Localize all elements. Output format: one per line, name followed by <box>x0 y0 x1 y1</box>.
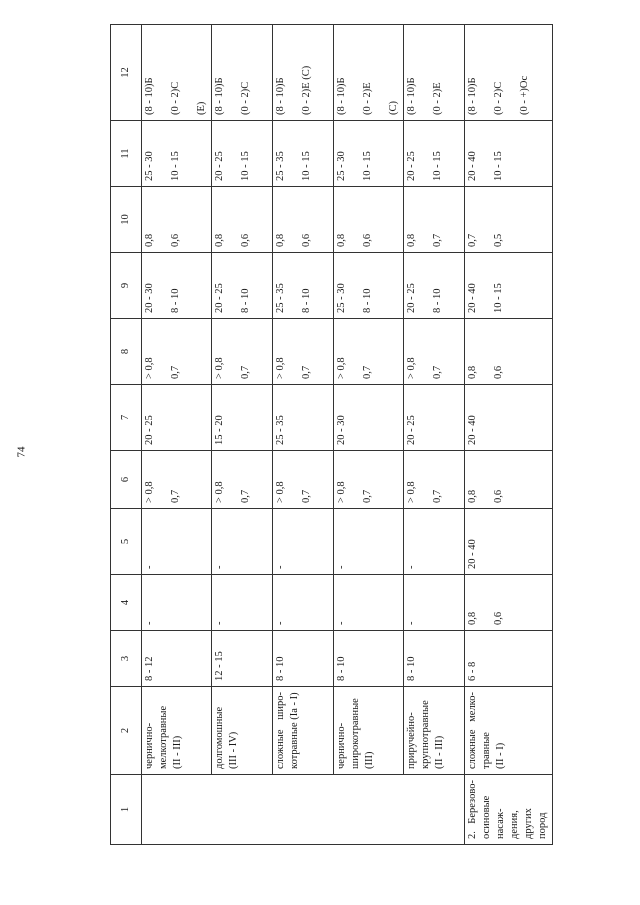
cell-line: (0 - 2)Е <box>362 82 373 115</box>
cell-line: травные <box>481 732 492 769</box>
cell-c9 <box>212 253 273 319</box>
cell-c2 <box>142 687 212 775</box>
cell-c12 <box>212 25 273 121</box>
cell-line: 0,7 <box>240 489 251 503</box>
cell-c12 <box>334 25 404 121</box>
cell-c8 <box>334 319 404 385</box>
cell-line: 0,6 <box>362 233 373 247</box>
rotated-table-container <box>110 25 548 845</box>
cell-c5 <box>212 509 273 575</box>
cell-line: 0,8 <box>467 365 478 379</box>
cell-c10 <box>465 187 553 253</box>
cell-line: 0,8 <box>144 233 155 247</box>
cell-line: чернично- <box>336 722 347 769</box>
cell-line: сложные широ- <box>275 692 286 769</box>
cell-line: чернично- <box>144 722 155 769</box>
cell-c10 <box>212 187 273 253</box>
cell-line: 25 - 30 <box>336 151 347 181</box>
cell-line: 0,7 <box>301 365 312 379</box>
cell-line: - <box>275 621 286 625</box>
table-row <box>404 25 465 845</box>
cell-line: 0,7 <box>362 365 373 379</box>
cell-c10 <box>334 187 404 253</box>
cell-line: 20 - 25 <box>214 151 225 181</box>
cell-line: (0 - 2)Е (С) <box>301 65 312 115</box>
cell-line: широкотравные <box>350 698 361 769</box>
cell-c11 <box>212 121 273 187</box>
cell-c4 <box>465 575 553 631</box>
cell-line: 0,5 <box>493 233 504 247</box>
cell-line: (0 - 2)С <box>240 81 251 115</box>
cell-line: 20 - 25 <box>406 283 417 313</box>
cell-line: > 0,8 <box>336 481 347 503</box>
cell-line: 20 - 25 <box>144 415 155 445</box>
cell-line: 8 - 10 <box>336 656 347 681</box>
cell-line: (0 - +)Ос <box>519 75 530 115</box>
column-header: 12 <box>111 25 142 121</box>
cell-line: - <box>144 565 155 569</box>
cell-line: 25 - 30 <box>336 283 347 313</box>
cell-line: 0,8 <box>406 233 417 247</box>
cell-c5 <box>273 509 334 575</box>
cell-c8 <box>404 319 465 385</box>
column-header: 2 <box>111 687 142 775</box>
cell-line: 15 - 20 <box>214 415 225 445</box>
cell-line: сложные мелко- <box>467 692 478 769</box>
cell-c2 <box>273 687 334 775</box>
cell-c9 <box>465 253 553 319</box>
cell-line: (II - III) <box>172 735 183 769</box>
column-header: 1 <box>111 775 142 845</box>
cell-c7 <box>465 385 553 451</box>
cell-line: 8 - 10 <box>432 288 443 313</box>
cell-c5 <box>465 509 553 575</box>
cell-c4 <box>212 575 273 631</box>
cell-c2 <box>334 687 404 775</box>
cell-c3 <box>142 631 212 687</box>
cell-line: 10 - 15 <box>240 151 251 181</box>
cell-line: 0,8 <box>214 233 225 247</box>
cell-line: 20 - 40 <box>467 151 478 181</box>
cell-line: 25 - 30 <box>144 151 155 181</box>
cell-line: 0,7 <box>240 365 251 379</box>
cell-line: 8 - 10 <box>362 288 373 313</box>
cell-c4 <box>142 575 212 631</box>
cell-line: (II - III) <box>434 735 445 769</box>
cell-c10 <box>273 187 334 253</box>
cell-c6 <box>334 451 404 509</box>
cell-line: 0,7 <box>432 233 443 247</box>
cell-line: (III - IV) <box>228 731 239 769</box>
cell-c4 <box>273 575 334 631</box>
cell-line: 25 - 35 <box>275 283 286 313</box>
cell-text: 2. Березово-осиновые насаж-дения, других пород <box>467 780 548 839</box>
cell-c3 <box>404 631 465 687</box>
cell-line: 0,8 <box>275 233 286 247</box>
cell-line: 0,7 <box>467 233 478 247</box>
cell-c9 <box>334 253 404 319</box>
cell-line: крупнотравные <box>420 700 431 769</box>
cell-c6 <box>273 451 334 509</box>
cell-line: 0,7 <box>432 365 443 379</box>
cell-c8 <box>465 319 553 385</box>
cell-c10 <box>142 187 212 253</box>
column-header: 11 <box>111 121 142 187</box>
cell-line: (0 - 2)Е <box>432 82 443 115</box>
cell-c11 <box>273 121 334 187</box>
cell-line: - <box>336 565 347 569</box>
cell-c6 <box>465 451 553 509</box>
cell-c12 <box>273 25 334 121</box>
page-number: 74 <box>15 446 28 458</box>
cell-c6 <box>142 451 212 509</box>
cell-line: 20 - 30 <box>336 415 347 445</box>
cell-line: 8 - 12 <box>144 656 155 681</box>
cell-c6 <box>404 451 465 509</box>
cell-c11 <box>404 121 465 187</box>
cell-line: - <box>406 565 417 569</box>
cell-line: (0 - 2)С <box>170 81 181 115</box>
cell-c5 <box>404 509 465 575</box>
table-row <box>142 25 212 845</box>
cell-line: 8 - 10 <box>240 288 251 313</box>
cell-line: - <box>214 621 225 625</box>
cell-line: 20 - 25 <box>214 283 225 313</box>
cell-line: 10 - 15 <box>493 283 504 313</box>
cell-line: (8 - 10)Б <box>406 77 417 115</box>
cell-line: 10 - 15 <box>301 151 312 181</box>
cell-line: > 0,8 <box>406 481 417 503</box>
cell-line: 20 - 25 <box>406 151 417 181</box>
table-row <box>212 25 273 845</box>
cell-line: > 0,8 <box>144 481 155 503</box>
cell-c10 <box>404 187 465 253</box>
column-header: 9 <box>111 253 142 319</box>
cell-line: - <box>406 621 417 625</box>
cell-c7 <box>404 385 465 451</box>
cell-c2 <box>404 687 465 775</box>
cell-c1 <box>465 775 553 845</box>
column-header: 3 <box>111 631 142 687</box>
cell-line: (8 - 10)Б <box>275 77 286 115</box>
cell-line: - <box>144 621 155 625</box>
cell-c7 <box>142 385 212 451</box>
cell-c8 <box>273 319 334 385</box>
cell-line: 6 - 8 <box>467 661 478 681</box>
cell-line: 25 - 35 <box>275 415 286 445</box>
cell-line: 10 - 15 <box>170 151 181 181</box>
column-header: 6 <box>111 451 142 509</box>
cell-c12 <box>465 25 553 121</box>
cell-line: 10 - 15 <box>362 151 373 181</box>
cell-line: 0,7 <box>362 489 373 503</box>
cell-line: 20 - 25 <box>406 415 417 445</box>
cell-line: 8 - 10 <box>170 288 181 313</box>
cell-line: 0,6 <box>493 365 504 379</box>
cell-line: (III) <box>364 751 375 769</box>
column-header: 8 <box>111 319 142 385</box>
cell-line: 0,6 <box>493 489 504 503</box>
cell-line: (8 - 10)Б <box>336 77 347 115</box>
cell-c4 <box>404 575 465 631</box>
cell-line: мелкотравные <box>158 705 169 769</box>
cell-line: > 0,8 <box>214 481 225 503</box>
column-header: 10 <box>111 187 142 253</box>
cell-line: 20 - 40 <box>467 283 478 313</box>
cell-line: > 0,8 <box>144 357 155 379</box>
cell-c2 <box>465 687 553 775</box>
cell-line: 10 - 15 <box>432 151 443 181</box>
cell-line: 0,8 <box>336 233 347 247</box>
cell-c5 <box>334 509 404 575</box>
cell-line: 8 - 10 <box>406 656 417 681</box>
column-header: 4 <box>111 575 142 631</box>
cell-line: (8 - 10)Б <box>467 77 478 115</box>
header-row <box>111 25 142 845</box>
column-header: 7 <box>111 385 142 451</box>
cell-line: 25 - 35 <box>275 151 286 181</box>
table-row <box>465 25 553 845</box>
cell-line: приручейно- <box>406 712 417 769</box>
cell-c9 <box>404 253 465 319</box>
cell-c2 <box>212 687 273 775</box>
cell-line: 20 - 40 <box>467 415 478 445</box>
table-row <box>334 25 404 845</box>
cell-line: 20 - 30 <box>144 283 155 313</box>
cell-line: (II - I) <box>495 742 506 769</box>
cell-line: 0,6 <box>493 611 504 625</box>
cell-c7 <box>273 385 334 451</box>
cell-line: 0,6 <box>240 233 251 247</box>
cell-line: (С) <box>388 101 399 115</box>
cell-c8 <box>142 319 212 385</box>
cell-line: 0,7 <box>170 489 181 503</box>
cell-c9 <box>142 253 212 319</box>
cell-line: 0,7 <box>170 365 181 379</box>
cell-line: 0,6 <box>301 233 312 247</box>
cell-c3 <box>273 631 334 687</box>
cell-c11 <box>334 121 404 187</box>
cell-line: (Е) <box>196 101 207 115</box>
cell-line: долгомошные <box>214 706 225 769</box>
cell-line: - <box>214 565 225 569</box>
cell-c11 <box>465 121 553 187</box>
cell-line: 12 - 15 <box>214 651 225 681</box>
table-row <box>273 25 334 845</box>
cell-line: 0,8 <box>467 489 478 503</box>
cell-line: (8 - 10)Б <box>214 77 225 115</box>
cell-line: 8 - 10 <box>275 656 286 681</box>
forest-table <box>110 24 553 845</box>
cell-c8 <box>212 319 273 385</box>
cell-c3 <box>465 631 553 687</box>
cell-line: > 0,8 <box>336 357 347 379</box>
cell-line: 10 - 15 <box>493 151 504 181</box>
cell-c7 <box>334 385 404 451</box>
cell-line: 8 - 10 <box>301 288 312 313</box>
cell-c3 <box>212 631 273 687</box>
cell-line: > 0,8 <box>275 481 286 503</box>
cell-c12 <box>404 25 465 121</box>
cell-c5 <box>142 509 212 575</box>
cell-line: котравные (Iа - I) <box>289 692 300 769</box>
cell-line: 0,8 <box>467 611 478 625</box>
cell-line: 0,7 <box>432 489 443 503</box>
table-body <box>111 25 553 845</box>
cell-c12 <box>142 25 212 121</box>
cell-c11 <box>142 121 212 187</box>
cell-c3 <box>334 631 404 687</box>
cell-c9 <box>273 253 334 319</box>
cell-line: 0,7 <box>301 489 312 503</box>
cell-c7 <box>212 385 273 451</box>
cell-line: > 0,8 <box>406 357 417 379</box>
cell-line: - <box>336 621 347 625</box>
cell-line: (0 - 2)С <box>493 81 504 115</box>
cell-c6 <box>212 451 273 509</box>
cell-c4 <box>334 575 404 631</box>
cell-line: 20 - 40 <box>467 539 478 569</box>
cell-line: > 0,8 <box>275 357 286 379</box>
column-header: 5 <box>111 509 142 575</box>
cell-line: 0,6 <box>170 233 181 247</box>
cell-line: - <box>275 565 286 569</box>
forest-type-cell <box>142 775 465 845</box>
cell-line: (8 - 10)Б <box>144 77 155 115</box>
cell-line: > 0,8 <box>214 357 225 379</box>
